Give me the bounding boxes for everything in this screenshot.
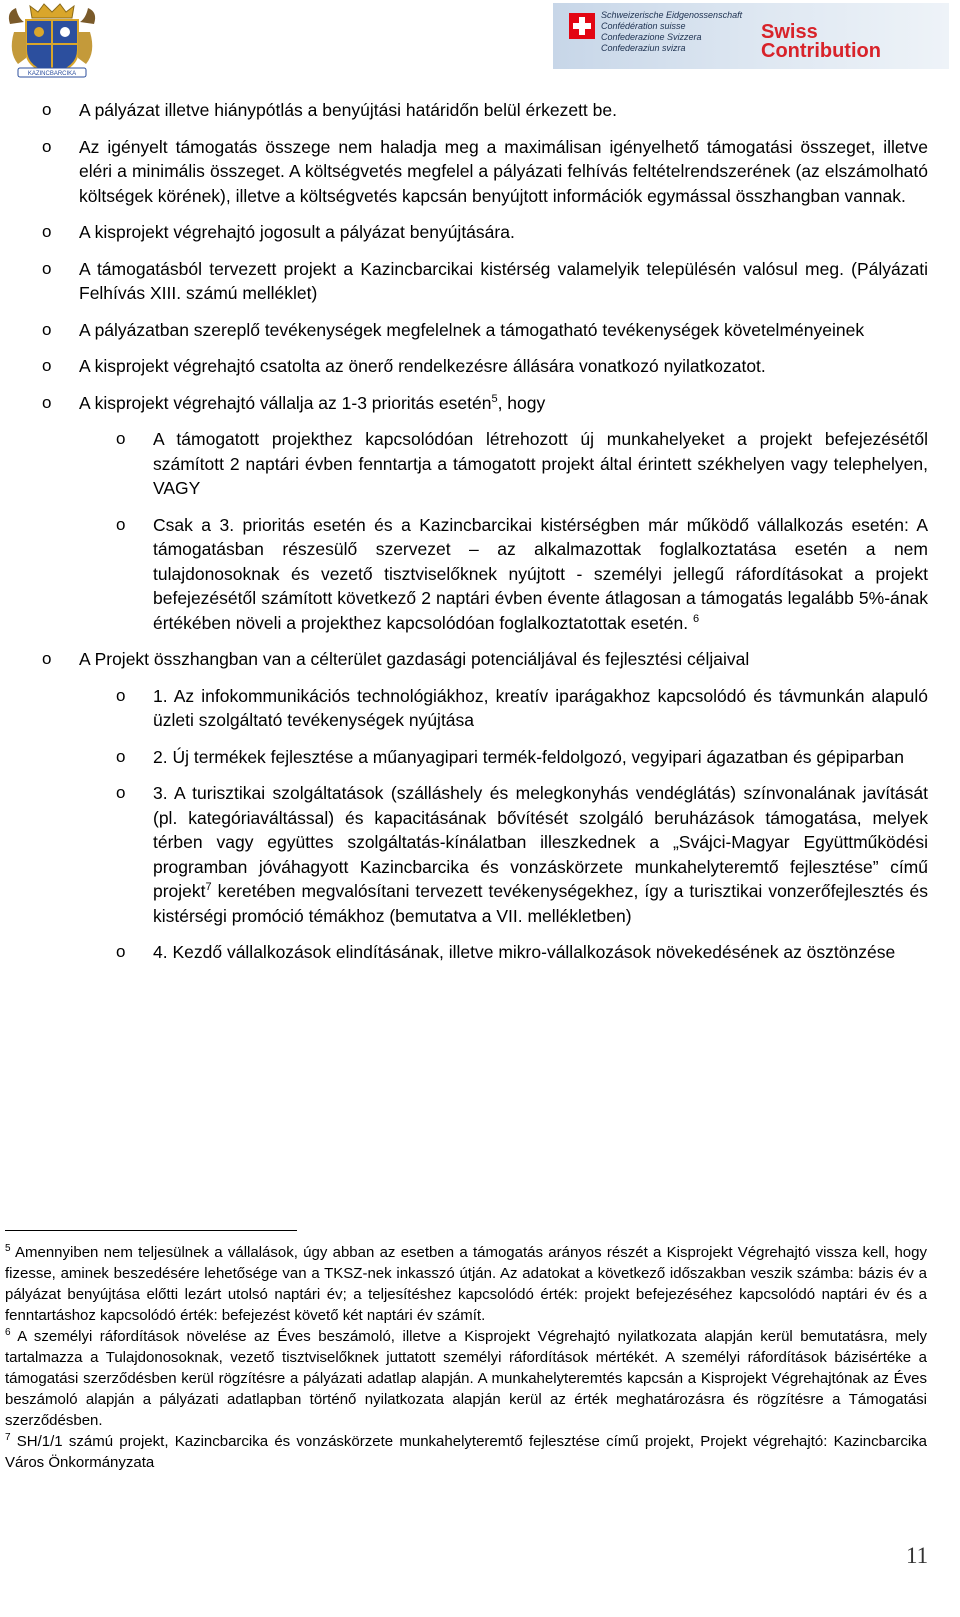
item-text: A kisprojekt végrehajtó vállalja az 1-3 prioritás esetén <box>79 392 492 413</box>
list-item <box>42 220 928 245</box>
bullet-marker: o <box>116 514 126 534</box>
swiss-confederation-lines <box>601 10 742 54</box>
swiss-line: Confederaziun svizra <box>601 43 686 53</box>
item-text: A pályázat illetve hiánypótlás a benyújtási határidőn belül érkezett be. <box>79 100 617 120</box>
list-item <box>42 318 928 343</box>
item-text: A támogatott projekthez kapcsolódóan létrehozott új munkahelyeket a projekt befejezésétől számított 2 naptári évben fenntartja a támogatott projekt által érintett székhelyen vagy telephelyen, VAGY <box>153 429 928 498</box>
swiss-word-1: Swiss <box>761 21 818 43</box>
swiss-line: Confederazione Svizzera <box>601 32 702 42</box>
swiss-contribution-logo <box>553 3 949 69</box>
bullet-marker: o <box>42 392 52 412</box>
crest-band-text: KAZINCBARCIKA <box>27 71 77 77</box>
bullet-marker: o <box>116 746 126 766</box>
item-text: 3. A turisztikai szolgáltatások (szálláshely és melegkonyhás vendéglátás) színvonalának javítását (pl. kategóriaváltással) és kapacitásának bővítését szolgáló beruházások támogatása, melyek térben vagy együttes szolgáltatás-kínálatban illeszkednek a „Svájci-Magyar Együttműködési programban jóváhagyott Kazincbarcika és vonzáskörzete munkahelyteremtő fejlesztése” című projekt <box>153 783 928 901</box>
list-item <box>42 135 928 209</box>
footnote <box>5 1326 927 1431</box>
item-text: 4. Kezdő vállalkozások elindításának, illetve mikro-vállalkozások növekedésének az ösztönzése <box>153 942 896 962</box>
item-text: A pályázatban szereplő tevékenységek megfelelnek a támogatható tevékenységek követelményeinek <box>79 319 865 340</box>
bullet-marker: o <box>116 685 126 705</box>
footnote-text: A személyi ráfordítások növelése az Éves beszámoló, illetve a Kisprojekt Végrehajtó nyilatkozata alapján kerül bemutatásra, mely tartalmazza a Tulajdonosoknak, vezető tisztviselőknek juttatott személyi ráfordítások mértékét. A személyi ráfordítások bázisértéke a támogatási szerződésben kerül rögzítésre a pályázati adatlap alapján. A munkahelyteremtés kapcsán a Kisprojekt Végrehajtónak az Éves beszámoló alapján a pályázati adatlapban történő nyilatkozata alapján kerül az érték meghatározásra és rögzítésre a Támogatási szerződésben. <box>5 1328 927 1429</box>
bullet-marker: o <box>116 942 126 961</box>
bullet-marker: o <box>42 356 52 375</box>
sub-list-item <box>116 745 928 770</box>
item-text: A Projekt összhangban van a célterület gazdasági potenciáljával és fejlesztési céljaival <box>79 649 750 669</box>
sub-list-item <box>116 513 928 636</box>
bullet-marker: o <box>42 649 52 668</box>
item-text-tail: , hogy <box>497 392 546 413</box>
sub-list-item <box>116 427 928 501</box>
swiss-flag-icon <box>569 13 595 39</box>
item-text: A kisprojekt végrehajtó jogosult a pályázat benyújtására. <box>79 222 515 242</box>
footnote-text: SH/1/1 számú projekt, Kazincbarcika és vonzáskörzete munkahelyteremtő fejlesztése című projekt, Projekt végrehajtó: Kazincbarcika Város Önkormányzata <box>5 1433 927 1471</box>
footnote-ref: 5 <box>491 392 498 405</box>
list-item <box>42 354 928 379</box>
footnote-number: 7 <box>5 1432 11 1443</box>
item-text: A kisprojekt végrehajtó csatolta az önerő rendelkezésre állására vonatkozó nyilatkozatot. <box>79 356 766 376</box>
footnote-separator <box>5 1230 297 1231</box>
list-item <box>42 257 928 306</box>
footnote <box>5 1242 927 1326</box>
bullet-marker: o <box>42 222 52 241</box>
swiss-line: Schweizerische Eidgenossenschaft <box>601 10 743 20</box>
footnotes <box>5 1242 927 1473</box>
sub-list-item <box>116 781 928 928</box>
swiss-word-2: Contribution <box>761 40 881 62</box>
item-text: A támogatásból tervezett projekt a Kazincbarcikai kistérség valamelyik településén valósul meg. (Pályázati Felhívás XIII. számú melléklet) <box>79 258 928 303</box>
item-text: 2. Új termékek fejlesztése a műanyagipari termék-feldolgozó, vegyipari ágazatban és gépiparban <box>153 746 904 767</box>
list-item <box>42 98 928 123</box>
footnote-ref: 6 <box>692 612 700 625</box>
bullet-marker: o <box>42 258 52 278</box>
item-text: Csak a 3. prioritás esetén és a Kazincbarcikai kistérségben már működő vállalkozás esetén: A támogatásban részesülő szervezet – az alkalmazottak foglalkoztatása esetén a nem tulajdonosoknak és vezető tisztviselőknek nyújtott - személyi jellegű ráfordításokat a projekt befejezésétől számított következő 2 naptári évben évente átlagosan a támogatás legalább 5%-ának értékében növeli a projekthez kapcsolódóan foglalkoztatottak esetén. <box>153 514 928 633</box>
bullet-marker: o <box>116 783 126 802</box>
kazincbarcika-crest-logo <box>4 2 100 80</box>
footnote-text: Amennyiben nem teljesülnek a vállalások, úgy abban az esetben a támogatás arányos részét a Kisprojekt Végrehajtó vissza kell, hogy fizesse, aminek beszedésére lehetősége van a TKSZ-nek inkasszó útján. Az adatokat a következő időszakban veszik számba: bázis év a pályázat benyújtása előtti lezárt utolsó naptári év; a teljesítéshez kapcsolódó érték: projekt befejezéséhez kapcsolódó naptári év és a fenntartáshoz kapcsolódó érték: befejezést követő két naptári év számít. <box>5 1244 927 1324</box>
footnote <box>5 1431 927 1473</box>
item-text-cont: keretében megvalósítani tervezett tevékenységekhez, így a turisztikai vonzerőfejlesztés és kistérségi promóció témákhoz (bemutatva a VII. mellékletben) <box>153 881 928 926</box>
bullet-marker: o <box>116 429 126 448</box>
item-text: 1. Az infokommunikációs technológiákhoz, kreatív iparágakhoz kapcsolódó és távmunkán alapuló üzleti szolgáltató tevékenységek nyújtása <box>153 685 928 730</box>
sub-list-item <box>116 684 928 733</box>
sub-list-item <box>116 940 928 965</box>
footnote-number: 5 <box>5 1243 11 1254</box>
bullet-marker: o <box>42 100 52 119</box>
list-item <box>42 647 928 672</box>
list-item <box>42 391 928 416</box>
swiss-line: Confédération suisse <box>601 21 686 31</box>
criteria-list <box>42 98 928 977</box>
item-text: Az igényelt támogatás összege nem haladja meg a maximálisan igényelhető támogatási összeget, illetve eléri a minimális összeget. A költségvetés megfelel a pályázati felhívás feltételrendszerének (az elszámolható költségek körének), illetve a költségvetés kapcsán benyújtott információk egymással összhangban vannak. <box>79 136 928 206</box>
bullet-marker: o <box>42 319 52 339</box>
page-number: 11 <box>906 1543 929 1568</box>
swiss-contribution-wordmark <box>761 23 881 61</box>
bullet-marker: o <box>42 136 52 156</box>
page-header <box>0 0 960 90</box>
footnote-ref: 7 <box>205 881 212 894</box>
footnote-number: 6 <box>5 1327 11 1338</box>
